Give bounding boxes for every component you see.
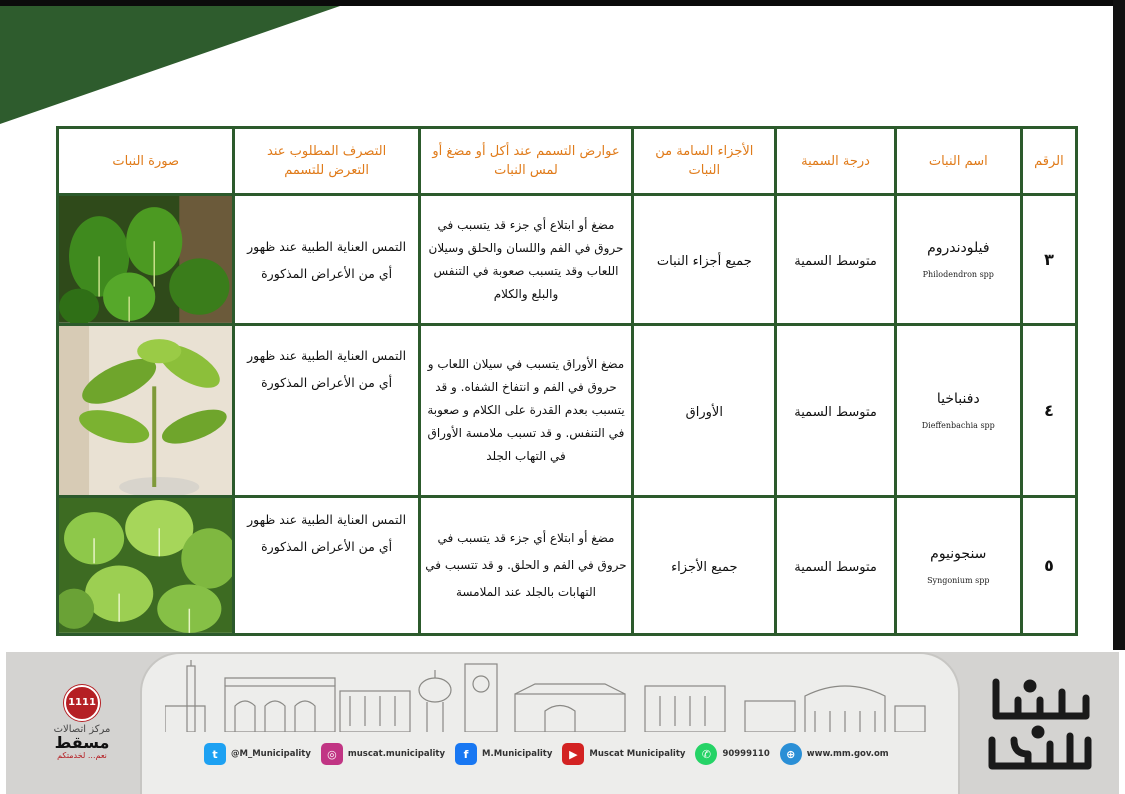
header-symptoms-text: عوارض التسمم عند أكل أو مضغ أو لمس النبات (432, 144, 620, 179)
social-link-website[interactable] (780, 743, 889, 765)
cell-name (897, 326, 1020, 495)
symptoms-text: مضغ الأوراق يتسبب في سيلان اللعاب و حروق في الفم و انتفاخ الشفاه. و قد يتسبب بعدم القدرة على الكلام و صعوبة في التنفس. و قد تسبب ملامسة الأوراق في التهاب الجلد (427, 357, 625, 464)
corner-decoration (0, 6, 340, 124)
header-toxic-parts-text: الأجزاء السامة من النبات (655, 144, 754, 179)
header-toxic-parts (634, 129, 774, 193)
cell-parts (634, 498, 774, 633)
header-degree: درجة السمية (777, 129, 893, 193)
youtube-handle: Muscat Municipality (589, 749, 686, 759)
instagram-icon: ◎ (321, 743, 343, 765)
muscat-skyline-illustration (165, 656, 935, 732)
call-center-number-badge: 1111 (64, 685, 100, 721)
syngonium-image (59, 498, 232, 633)
plant-name-latin: Dieffenbachia spp (921, 421, 995, 431)
cell-action (235, 326, 417, 495)
social-link-twitter[interactable] (204, 743, 311, 765)
whatsapp-number: 90999110 (722, 749, 770, 759)
cell-symptoms (421, 498, 631, 633)
cell-parts (634, 326, 774, 495)
header-action (235, 129, 417, 193)
plant-photo-philodendron (59, 196, 232, 323)
cell-photo (59, 498, 232, 633)
toxicity-degree: متوسط السمية (794, 560, 877, 576)
action-text: التمس العناية الطبية عند ظهور أي من الأعراض المذكورة (247, 512, 407, 555)
cell-name (897, 498, 1020, 633)
cell-photo (59, 326, 232, 495)
globe-icon: ⊕ (780, 743, 802, 765)
row-number: ٣ (1044, 250, 1054, 270)
cell-number (1023, 498, 1075, 633)
call-center-slogan: نعم... لخدمتكم (57, 751, 107, 760)
plant-name-latin: Syngonium spp (927, 576, 990, 586)
toxicity-degree: متوسط السمية (794, 405, 877, 421)
instagram-handle: muscat.municipality (347, 749, 446, 759)
social-links-bar (204, 740, 924, 768)
whatsapp-icon: ✆ (695, 743, 717, 765)
call-center-line2: مسقط (54, 733, 110, 752)
call-center-logo (42, 685, 122, 775)
call-center-line1: مركز اتصالات (53, 724, 111, 735)
toxicity-degree: متوسط السمية (794, 254, 877, 270)
symptoms-text: مضغ أو ابتلاع أي جزء قد يتسبب في حروق في الفم و الحلق. و قد تتسبب في التهابات بالجلد عند الملامسة (425, 531, 627, 600)
toxic-parts: جميع أجزاء النبات (656, 254, 752, 270)
cell-symptoms (421, 326, 631, 495)
cell-number (1023, 196, 1075, 323)
cell-number (1023, 326, 1075, 495)
cell-action (235, 498, 417, 633)
row-number: ٥ (1044, 556, 1054, 576)
twitter-icon: t (204, 743, 226, 765)
cell-degree (777, 326, 893, 495)
row-number: ٤ (1044, 401, 1054, 421)
cell-degree (777, 498, 893, 633)
toxic-plants-table (56, 126, 1078, 636)
cell-action (235, 196, 417, 323)
dieffenbachia-image (59, 326, 232, 495)
social-link-whatsapp[interactable] (695, 743, 769, 765)
youtube-icon: ▶ (562, 743, 584, 765)
header-name: اسم النبات (897, 129, 1020, 193)
cell-photo (59, 196, 232, 323)
website-url: www.mm.gov.om (806, 749, 889, 759)
header-symptoms (421, 129, 631, 193)
facebook-icon: f (455, 743, 477, 765)
table-row (59, 196, 1075, 323)
social-link-instagram[interactable] (321, 743, 445, 765)
header-action-text: التصرف المطلوب عند التعرض للتسمم (267, 144, 387, 179)
social-link-youtube[interactable] (562, 743, 685, 765)
muscat-municipality-logo (978, 670, 1098, 782)
toxic-parts: الأوراق (685, 405, 723, 421)
cell-symptoms (421, 196, 631, 323)
philodendron-image (59, 196, 232, 323)
action-text: التمس العناية الطبية عند ظهور أي من الأعراض المذكورة (247, 238, 407, 281)
cell-name (897, 196, 1020, 323)
plant-photo-syngonium (59, 498, 232, 633)
plant-name-arabic: دفنباخيا (936, 391, 980, 408)
cell-degree (777, 196, 893, 323)
header-photo: صورة النبات (59, 129, 232, 193)
facebook-handle: M.Municipality (482, 749, 553, 759)
toxic-parts: جميع الأجزاء (671, 560, 738, 576)
plant-name-latin: Philodendron spp (922, 270, 994, 280)
table-header-row (59, 129, 1075, 193)
plant-name-arabic: فيلودندروم (927, 240, 990, 257)
plant-photo-dieffenbachia (59, 326, 232, 495)
right-edge-bar (1113, 0, 1125, 650)
social-link-facebook[interactable] (455, 743, 552, 765)
header-number: الرقم (1023, 129, 1075, 193)
twitter-handle: @M_Municipality (231, 749, 311, 759)
table-row (59, 326, 1075, 495)
cell-parts (634, 196, 774, 323)
symptoms-text: مضغ أو ابتلاع أي جزء قد يتسبب في حروق في الفم واللسان والحلق وسيلان اللعاب وقد يتسبب صعوبة في التنفس والبلع والكلام (428, 217, 624, 301)
plant-name-arabic: سنجونيوم (930, 546, 987, 563)
table-row (59, 498, 1075, 633)
action-text: التمس العناية الطبية عند ظهور أي من الأعراض المذكورة (247, 348, 407, 391)
